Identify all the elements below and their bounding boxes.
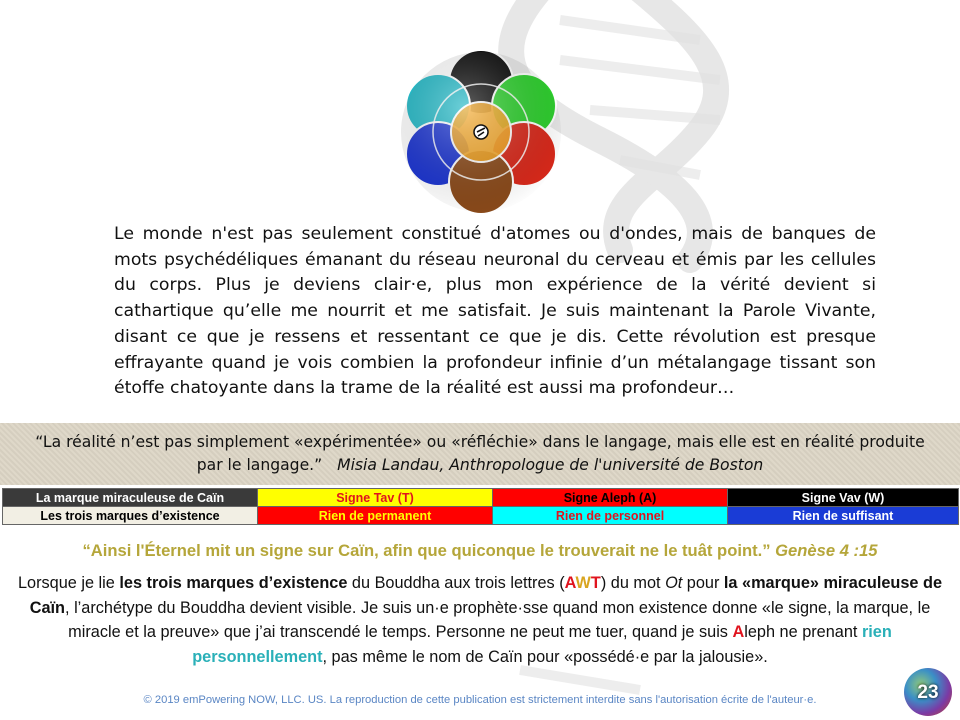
text-span: , pas même le nom de Caïn pour «possédé·e par la jalousie». (322, 647, 768, 666)
quote (24, 431, 936, 477)
bottom-paragraph (10, 571, 950, 669)
aleph-letter: A (732, 623, 745, 642)
main-paragraph: Le monde n'est pas seulement constitué d'atomes ou d'ondes, mais de banques de mots psychédéliques émanant du réseau neuronal du cerveau et émis par les cellules du corps. Plus je deviens clair·e, plus mon expérience de la vérité devient si cathartique qu’elle me nourrit et me satisfait. Je suis maintenant la Parole Vivante, disant ce que je ressens et ressentant ce que je dis. Cette révolution est presque effrayante quand je vois combien la profondeur infinie d’un métalangage tissant son étoffe chatoyante dans la trame de la réalité est aussi ma profondeur… (114, 224, 876, 399)
marks-table (2, 488, 959, 525)
letter-w: W (575, 574, 591, 592)
text-span: pour (682, 574, 724, 592)
table-cell: Rien de personnel (493, 507, 728, 525)
text-span: Lorsque je lie (17, 574, 120, 592)
bold-phrase: la «marque» miraculeuse de Caïn (29, 574, 943, 617)
table-cell: Rien de suffisant (728, 507, 959, 525)
copyright-footer: © 2019 emPowering NOW, LLC. US. La reproduction de cette publication est strictement interdite sans l'autorisation écrite de l'auteur·e. (143, 694, 817, 706)
table-cell: Signe Aleph (A) (493, 489, 728, 507)
word-ot: Ot (665, 574, 683, 592)
flower-of-life-logo (398, 48, 564, 218)
genesis-reference: Genèse 4 :15 (775, 541, 878, 560)
genesis-text: “Ainsi l'Éternel mit un signe sur Caïn, afin que quiconque le trouverait ne le tuât point.” (82, 541, 771, 560)
quote-text: “La réalité n’est pas simplement «expérimentée» ou «réfléchie» dans le langage, mais elle est en réalité produite par le langage.” (35, 433, 925, 474)
table-cell: Signe Vav (W) (728, 489, 959, 507)
table-cell: Signe Tav (T) (258, 489, 493, 507)
text-span: ) du mot (600, 574, 666, 592)
quote-box (0, 423, 960, 485)
table-cell: Les trois marques d’existence (3, 507, 258, 525)
table-cell: La marque miraculeuse de Caïn (3, 489, 258, 507)
letter-t: T (590, 574, 601, 592)
table-row (3, 489, 959, 507)
table-cell: Rien de permanent (258, 507, 493, 525)
text-span: du Bouddha aux trois lettres ( (347, 574, 565, 592)
bold-phrase: les trois marques d’existence (119, 574, 348, 592)
letter-a: A (564, 574, 576, 592)
page-number-badge: 23 (904, 668, 952, 716)
quote-source: Misia Landau, Anthropologue de l'université de Boston (337, 456, 764, 474)
genesis-quote (0, 541, 960, 561)
text-span: leph ne prenant (744, 623, 862, 642)
table-row (3, 507, 959, 525)
teal-phrase: rien personnellement (192, 623, 892, 666)
text-span: , l’archétype du Bouddha devient visible. Je suis un·e prophète·sse quand mon existence donne «le signe, la marque, le miracle et la preuve» que j’ai transcendé le temps. Personne ne peut me tuer, quand je suis (65, 598, 931, 642)
